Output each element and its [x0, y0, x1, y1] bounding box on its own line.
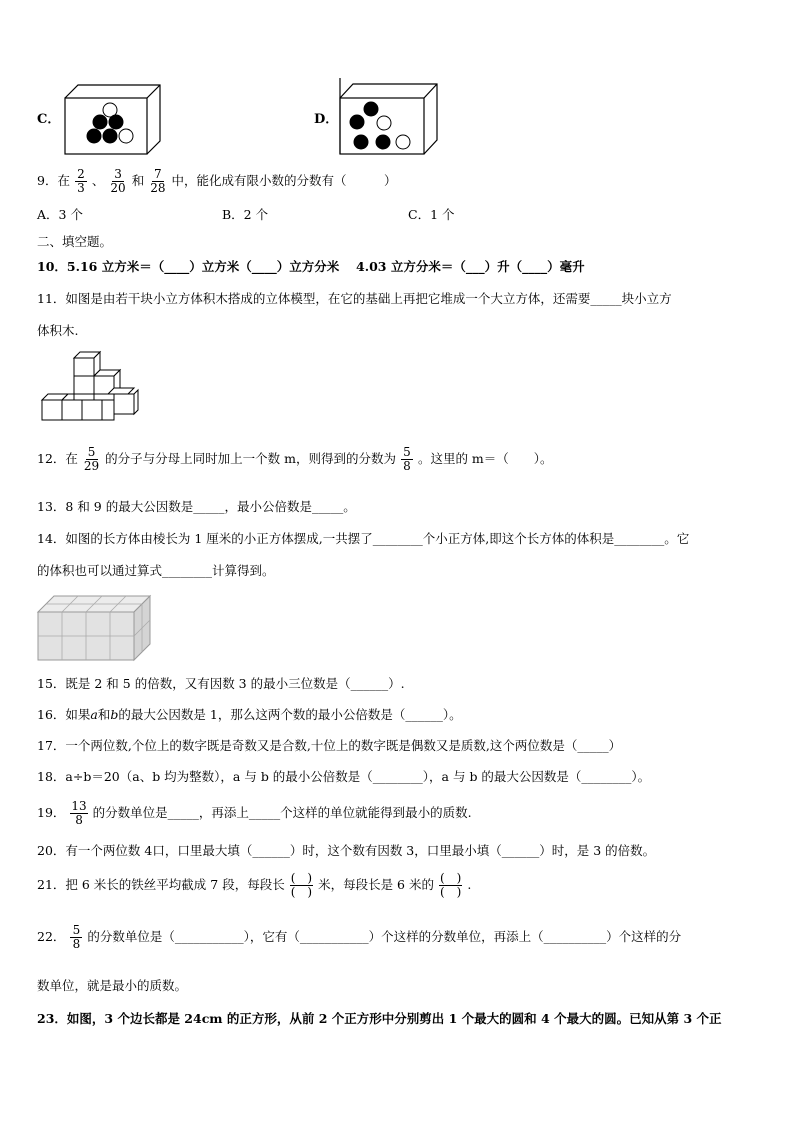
question-17: 17．一个两位数,个位上的数字既是奇数又是合数,十位上的数字既是偶数又是质数,这个两位数是（_____） — [37, 738, 622, 753]
question-20: 20．有一个两位数 4口，口里最大填（______）时，这个数有因数 3，口里最小填（______）时，是 3 的倍数。 — [37, 843, 656, 858]
q19-pre: 19． — [37, 805, 66, 820]
q12-mid: 的分子与分母上同时加上一个数 m，则得到的分数为 — [105, 451, 396, 466]
numerator: 5 — [401, 446, 413, 460]
denominator: 20 — [110, 181, 126, 195]
q9-option-a: A．3 个 — [37, 207, 83, 222]
fraction-7-28 — [149, 168, 166, 195]
option-d-label: D． — [314, 112, 339, 127]
variable-b: b — [110, 707, 119, 722]
separator: 、 — [91, 173, 105, 188]
q9-option-c: C．1 个 — [408, 207, 455, 222]
q21-post: . — [467, 877, 472, 892]
numerator: 13 — [71, 799, 87, 813]
q19-post: 的分数单位是_____，再添上_____个这样的单位就能得到最小的质数. — [92, 805, 472, 820]
figure-box-d — [336, 78, 440, 156]
question-21 — [37, 872, 471, 899]
variable-a: a — [90, 707, 98, 722]
denominator: 28 — [150, 181, 166, 195]
option-c-label: C． — [37, 112, 61, 127]
q16-post: 的最大公因数是 1，那么这两个数的最小公倍数是（______）。 — [118, 707, 462, 722]
fraction-5-8 — [401, 446, 413, 473]
fraction-blank-1 — [290, 872, 313, 899]
question-23: 23．如图，3 个边长都是 24cm 的正方形，从前 2 个正方形中分别剪出 1 个最大的圆和 4 个最大的圆。已知从第 3 个正 — [37, 1011, 722, 1026]
q12-post: 。这里的 m＝（ ）。 — [417, 451, 553, 466]
q9-text: 中，能化成有限小数的分数有（ ） — [171, 173, 397, 188]
fraction-blank-2 — [439, 872, 462, 899]
separator: 和 — [131, 173, 145, 188]
numerator: ( ) — [439, 871, 462, 885]
numerator: 7 — [152, 168, 164, 182]
denominator: ( ) — [439, 885, 462, 899]
question-12 — [37, 446, 553, 473]
denominator: 3 — [77, 181, 85, 195]
numerator: 3 — [112, 168, 124, 182]
question-22-line-2: 数单位，就是最小的质数。 — [37, 978, 188, 993]
denominator: 29 — [83, 459, 100, 473]
question-11-line-1: 11．如图是由若干块小立方体积木搭成的立体模型，在它的基础上再把它堆成一个大立方体，还需要_____块小立方 — [37, 291, 672, 306]
numerator: 2 — [75, 168, 87, 182]
fraction-5-29 — [83, 446, 100, 473]
fraction-5-8 — [70, 924, 82, 951]
fraction-2-3 — [75, 168, 87, 195]
question-14-line-1: 14．如图的长方体由棱长为 1 厘米的小正方体摆成,一共摆了________个小正方体,即这个长方体的体积是________。它 — [37, 531, 690, 546]
numerator: 5 — [86, 446, 98, 460]
denominator: 8 — [403, 459, 411, 473]
numerator: 5 — [70, 924, 82, 938]
q22-pre: 22． — [37, 929, 66, 944]
figure-box-c — [62, 84, 162, 156]
denominator: 8 — [72, 937, 81, 951]
question-19 — [37, 800, 472, 827]
fraction-3-20 — [109, 168, 126, 195]
question-9 — [37, 168, 396, 195]
denominator: 8 — [75, 813, 83, 827]
question-13: 13．8 和 9 的最大公因数是_____，最小公倍数是_____。 — [37, 499, 356, 514]
denominator: ( ) — [290, 885, 313, 899]
question-10: 10．5.16 立方米＝（____）立方米（____）立方分米 4.03 立方分米＝（___）升（____）毫升 — [37, 259, 585, 274]
q21-pre: 21．把 6 米长的铁丝平均截成 7 段，每段长 — [37, 877, 285, 892]
cube-stack-figure — [38, 350, 138, 426]
section-heading-fill-in: 二、填空题。 — [37, 234, 113, 249]
question-22 — [37, 924, 681, 951]
q16-pre: 16．如果 — [37, 707, 91, 722]
q9-option-b: B．2 个 — [222, 207, 269, 222]
numerator: ( ) — [290, 871, 313, 885]
question-15: 15．既是 2 和 5 的倍数，又有因数 3 的最小三位数是（______）. — [37, 676, 405, 691]
question-16 — [37, 706, 462, 724]
question-18: 18．a÷b＝20（a、b 均为整数），a 与 b 的最小公倍数是（________），a 与 b 的最大公因数是（________）。 — [37, 769, 651, 784]
q9-pre: 9．在 — [37, 173, 70, 188]
cuboid-figure — [38, 592, 152, 662]
q16-and: 和 — [97, 707, 111, 722]
q21-mid: 米，每段长是 6 米的 — [318, 877, 434, 892]
question-11-line-2: 体积木. — [37, 323, 79, 338]
fraction-13-8 — [70, 800, 87, 827]
q22-post: 的分数单位是（___________），它有（___________）个这样的分数单位，再添上（__________）个这样的分 — [87, 929, 682, 944]
q12-pre: 12．在 — [37, 451, 78, 466]
question-14-line-2: 的体积也可以通过算式________计算得到。 — [37, 563, 275, 578]
